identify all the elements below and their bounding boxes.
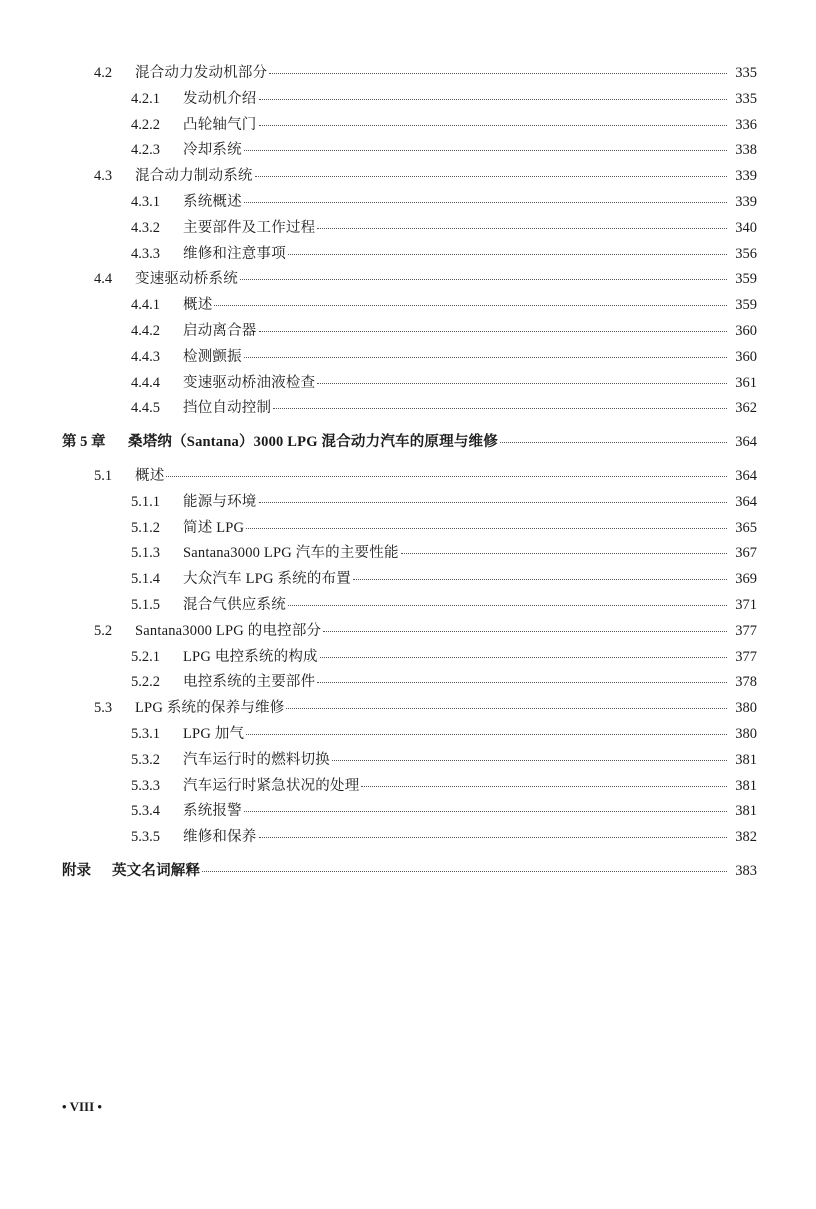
dot-leader	[273, 404, 727, 409]
entry-page-number: 361	[735, 374, 757, 391]
toc-entry[interactable]	[131, 397, 757, 419]
dot-leader	[259, 498, 728, 503]
entry-title: Santana3000 LPG 的电控部分	[135, 622, 322, 639]
entry-number: 4.4.3	[131, 348, 160, 365]
entry-page-number: 359	[735, 271, 757, 288]
entry-page-number: 335	[735, 90, 757, 107]
entry-page-number: 359	[735, 297, 757, 314]
entry-number: 5.3.1	[131, 726, 160, 742]
dot-leader	[214, 301, 727, 306]
toc-entry[interactable]	[94, 697, 757, 719]
entry-number: 5.2.2	[131, 674, 160, 691]
entry-page-number: 380	[735, 726, 757, 742]
entry-number: 5.1.1	[131, 493, 160, 510]
entry-title: 概述	[135, 468, 165, 484]
entry-page-number: 381	[735, 803, 757, 820]
dot-leader	[259, 327, 728, 332]
dot-leader	[255, 172, 727, 177]
entry-title: LPG 系统的保养与维修	[135, 700, 285, 717]
entry-title: 能源与环境	[183, 493, 257, 510]
toc-entry[interactable]	[131, 646, 757, 668]
toc-entry[interactable]	[131, 594, 757, 616]
entry-number: 4.4.2	[131, 323, 160, 339]
dot-leader	[332, 756, 727, 761]
toc-entry[interactable]	[131, 191, 757, 213]
toc-entry[interactable]	[131, 320, 757, 342]
entry-title: 凸轮轴气门	[183, 116, 257, 133]
entry-page-number: 381	[735, 751, 757, 768]
toc-entry[interactable]	[131, 775, 757, 797]
entry-number: 4.4.4	[131, 374, 160, 391]
entry-page-number: 367	[735, 545, 757, 562]
entry-number: 5.2.1	[131, 648, 160, 665]
entry-number: 4.2	[94, 65, 113, 81]
toc-chapter[interactable]	[62, 431, 757, 453]
entry-page-number: 377	[735, 648, 757, 665]
page-footer: • VIII •	[62, 1099, 102, 1114]
entry-page-number: 360	[735, 348, 757, 365]
dot-leader	[244, 353, 727, 358]
entry-title: 汽车运行时紧急状况的处理	[183, 777, 360, 794]
dot-leader	[317, 224, 727, 229]
entry-title: 概述	[183, 297, 213, 314]
entry-number: 5.1.5	[131, 597, 160, 613]
entry-title: 大众汽车 LPG 系统的布置	[183, 571, 351, 588]
entry-title: 桑塔纳（Santana）3000 LPG 混合动力汽车的原理与维修	[128, 434, 498, 451]
entry-number: 4.2.1	[131, 90, 160, 107]
entry-number: 5.2	[94, 622, 113, 639]
toc-entry[interactable]	[131, 491, 757, 513]
entry-page-number: 383	[735, 863, 757, 879]
entry-page-number: 364	[735, 493, 757, 510]
entry-page-number: 378	[735, 674, 757, 691]
toc-entry[interactable]	[131, 723, 757, 745]
entry-title: 电控系统的主要部件	[183, 674, 316, 691]
entry-page-number: 335	[735, 65, 757, 81]
entry-title: LPG 加气	[183, 726, 245, 742]
entry-title: LPG 电控系统的构成	[183, 648, 318, 665]
entry-page-number: 362	[735, 400, 757, 417]
dot-leader	[317, 678, 727, 683]
toc-entry[interactable]	[131, 294, 757, 316]
toc-appendix[interactable]	[62, 860, 757, 882]
entry-title: 简述 LPG	[183, 519, 245, 536]
entry-page-number: 364	[735, 468, 757, 484]
entry-page-number: 380	[735, 700, 757, 717]
toc-entry[interactable]	[131, 217, 757, 239]
toc-entry[interactable]	[94, 62, 757, 84]
toc-entry[interactable]	[131, 542, 757, 564]
entry-title: 混合动力发动机部分	[135, 65, 268, 81]
entry-number: 附录	[62, 863, 91, 879]
entry-page-number: 360	[735, 323, 757, 339]
dot-leader	[244, 807, 727, 812]
entry-number: 4.3.1	[131, 194, 160, 210]
entry-title: 启动离合器	[183, 323, 257, 339]
dot-leader	[317, 379, 727, 384]
entry-page-number: 336	[735, 116, 757, 133]
dot-leader	[353, 575, 727, 580]
entry-title: 变速驱动桥油液检查	[183, 374, 316, 391]
dot-leader	[259, 121, 728, 126]
entry-page-number: 338	[735, 142, 757, 159]
entry-title: 英文名词解释	[112, 863, 201, 879]
dot-leader	[244, 146, 727, 151]
entry-number: 第 5 章	[62, 434, 106, 451]
entry-title: 主要部件及工作过程	[183, 219, 316, 236]
entry-page-number: 339	[735, 168, 757, 185]
entry-number: 5.3.3	[131, 777, 160, 794]
entry-title: 系统概述	[183, 194, 242, 210]
dot-leader	[401, 549, 727, 554]
entry-title: 发动机介绍	[183, 90, 257, 107]
entry-page-number: 339	[735, 194, 757, 210]
dot-leader	[246, 730, 727, 735]
entry-page-number: 381	[735, 777, 757, 794]
entry-number: 5.1.2	[131, 519, 160, 536]
entry-page-number: 377	[735, 622, 757, 639]
dot-leader	[259, 95, 728, 100]
toc-entry[interactable]	[131, 139, 757, 161]
entry-title: 混合动力制动系统	[135, 168, 253, 185]
toc-entry[interactable]	[131, 243, 757, 265]
dot-leader	[166, 472, 727, 477]
entry-number: 4.4.1	[131, 297, 160, 314]
dot-leader	[202, 867, 727, 872]
toc-entry[interactable]	[131, 114, 757, 136]
entry-page-number: 340	[735, 219, 757, 236]
entry-number: 4.2.2	[131, 116, 160, 133]
entry-title: 汽车运行时的燃料切换	[183, 751, 330, 768]
toc-entry[interactable]	[131, 88, 757, 110]
dot-leader	[259, 833, 728, 838]
entry-page-number: 369	[735, 571, 757, 588]
entry-page-number: 356	[735, 245, 757, 262]
entry-number: 5.1	[94, 468, 113, 484]
entry-page-number: 364	[735, 434, 757, 451]
entry-number: 5.1.3	[131, 545, 160, 562]
entry-number: 4.3.2	[131, 219, 160, 236]
toc-entry[interactable]	[131, 826, 757, 848]
toc-entry[interactable]	[131, 568, 757, 590]
entry-page-number: 382	[735, 829, 757, 846]
dot-leader	[288, 250, 727, 255]
entry-title: 系统报警	[183, 803, 242, 820]
entry-number: 5.3.5	[131, 829, 160, 846]
dot-leader	[500, 438, 727, 443]
dot-leader	[240, 275, 727, 280]
entry-title: 检测颤振	[183, 348, 242, 365]
entry-page-number: 371	[735, 597, 757, 613]
entry-number: 4.4.5	[131, 400, 160, 417]
toc-entry[interactable]	[94, 465, 757, 487]
entry-title: 混合气供应系统	[183, 597, 286, 613]
toc-entry[interactable]	[131, 372, 757, 394]
entry-number: 5.3.4	[131, 803, 160, 820]
entry-number: 5.3.2	[131, 751, 160, 768]
toc-entry[interactable]	[131, 517, 757, 539]
entry-title: 变速驱动桥系统	[135, 271, 238, 288]
toc-entry[interactable]	[131, 800, 757, 822]
entry-title: 挡位自动控制	[183, 400, 272, 417]
entry-number: 4.2.3	[131, 142, 160, 159]
dot-leader	[246, 524, 727, 529]
entry-title: 冷却系统	[183, 142, 242, 159]
entry-number: 5.1.4	[131, 571, 160, 588]
toc-entry[interactable]	[131, 346, 757, 368]
toc-entry[interactable]	[94, 620, 757, 642]
entry-number: 4.3.3	[131, 245, 160, 262]
entry-title: 维修和保养	[183, 829, 257, 846]
entry-title: 维修和注意事项	[183, 245, 286, 262]
dot-leader	[244, 198, 727, 203]
dot-leader	[320, 653, 727, 658]
dot-leader	[286, 704, 727, 709]
dot-leader	[323, 627, 727, 632]
entry-number: 4.3	[94, 168, 113, 185]
dot-leader	[288, 601, 727, 606]
entry-page-number: 365	[735, 519, 757, 536]
dot-leader	[269, 69, 727, 74]
toc-entry[interactable]	[131, 671, 757, 693]
entry-number: 5.3	[94, 700, 113, 717]
toc-entry[interactable]	[94, 268, 757, 290]
entry-title: Santana3000 LPG 汽车的主要性能	[183, 545, 399, 562]
entry-number: 4.4	[94, 271, 113, 288]
toc-entry[interactable]	[94, 165, 757, 187]
dot-leader	[361, 782, 727, 787]
toc-entry[interactable]	[131, 749, 757, 771]
